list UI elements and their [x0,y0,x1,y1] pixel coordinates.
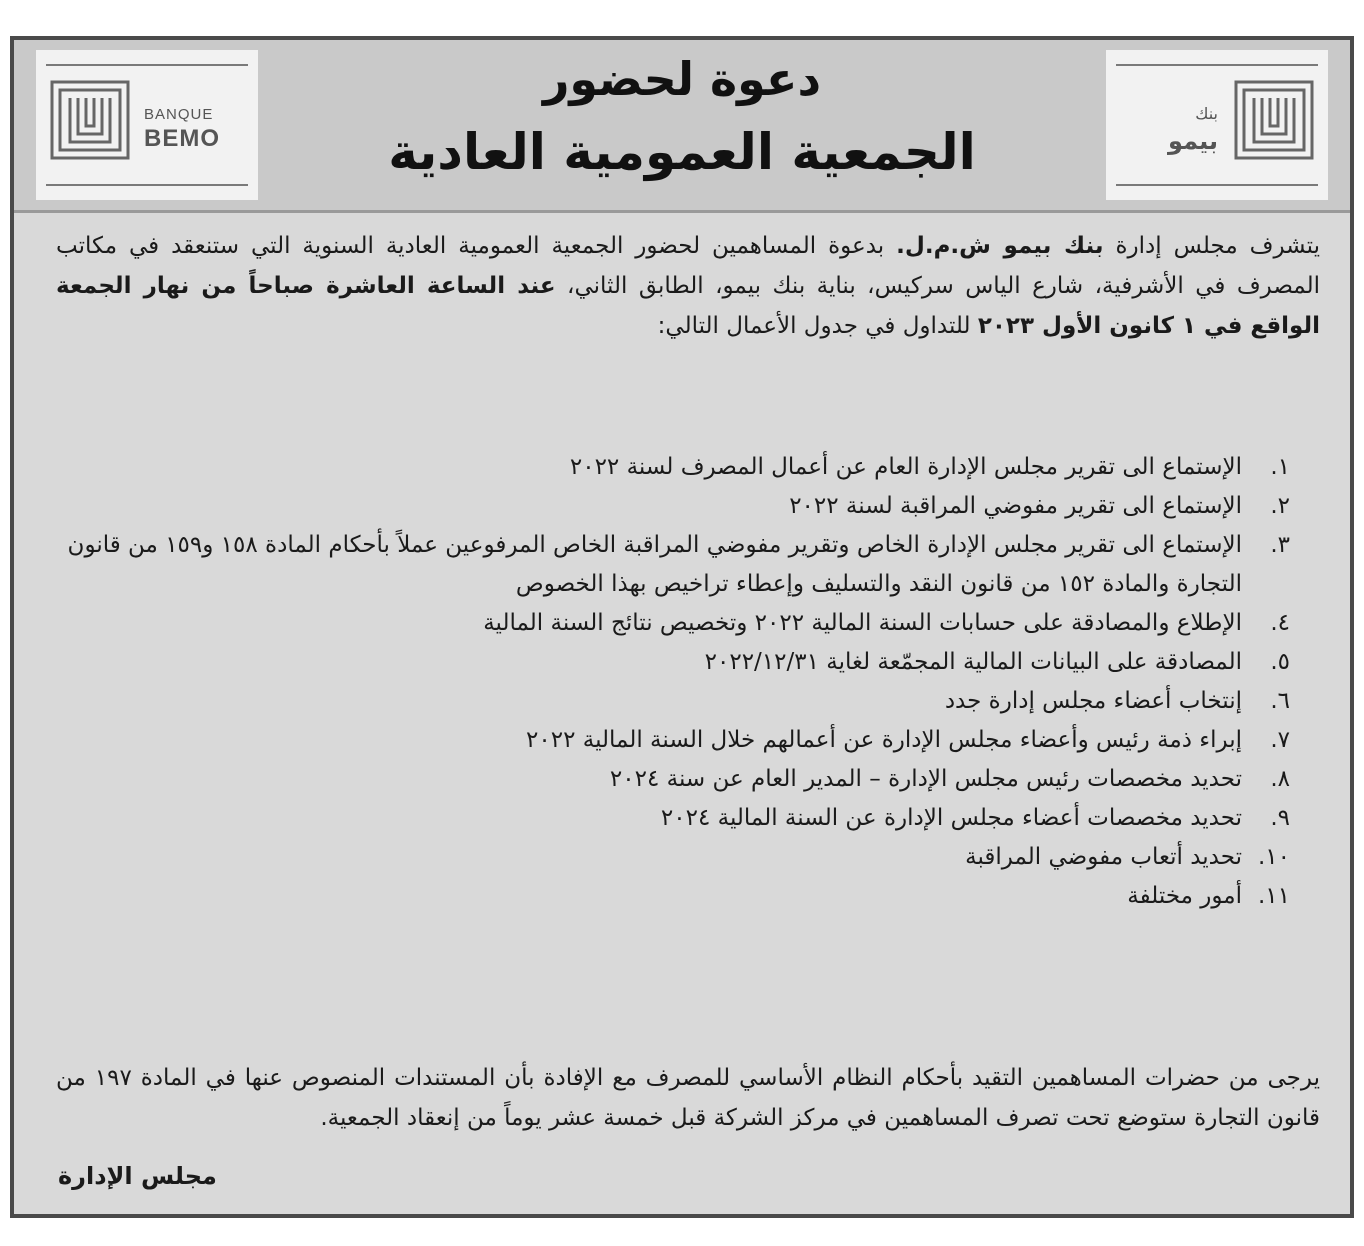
agenda-item [54,838,1290,877]
agenda-text: أمور مختلفة [1127,883,1242,909]
intro-part1: يتشرف مجلس إدارة [1103,233,1321,259]
agenda-number: ٥. [1270,649,1290,675]
agenda-number: ١٠. [1257,844,1290,870]
signature: مجلس الإدارة [58,1162,217,1190]
page-title [274,46,1090,192]
agenda-item [54,526,1290,604]
logo-latin [36,50,258,200]
agenda-text: الإستماع الى تقرير مفوضي المراقبة لسنة ٢٠٢٢ [789,493,1242,519]
agenda-item [54,643,1290,682]
agenda-item [54,604,1290,643]
logo-arabic-text [1122,104,1218,155]
logo-bottom-rule [46,184,248,186]
intro-part2: بدعوة المساهمين لحضور الجمعية العمومية العادية السنوية التي ستنعقد في مكاتب المصرف في الأشرفية، شارع الياس سركيس، بناية بنك بيمو، الطابق الثاني، [56,233,1321,299]
agenda-list [54,448,1290,916]
agenda-item [54,448,1290,487]
agenda-text: تحديد مخصصات رئيس مجلس الإدارة – المدير العام عن سنة ٢٠٢٤ [609,766,1242,792]
logo-arabic-line1: بنك [1195,104,1218,123]
logo-latin-text [144,106,248,153]
agenda-number: ٩. [1270,805,1290,831]
logo-latin-line1: BANQUE [144,106,214,123]
logo-bottom-rule [1116,184,1318,186]
logo-arabic-line2: بيمو [1168,127,1218,155]
agenda-item [54,487,1290,526]
title-line2: الجمعية العمومية العادية [388,123,976,181]
agenda-item [54,877,1290,916]
agenda-item [54,799,1290,838]
bank-emblem-icon [50,80,130,160]
closing-paragraph: يرجى من حضرات المساهمين التقيد بأحكام النظام الأساسي للمصرف مع الإفادة بأن المستندات المنصوص عنها في المادة ١٩٧ من قانون التجارة ستوضع تحت تصرف المساهمين في مركز الشركة قبل خمسة عشر يوماً من إنعقاد الجمعية. [56,1065,1320,1131]
logo-top-rule [46,64,248,66]
agenda-number: ١. [1270,454,1290,480]
logo-top-rule [1116,64,1318,66]
header-divider [14,210,1350,213]
agenda-item [54,682,1290,721]
intro-paragraph [56,226,1320,346]
agenda-text: تحديد أتعاب مفوضي المراقبة [965,844,1242,870]
agenda-item [54,721,1290,760]
agenda-number: ٣. [1270,532,1290,558]
agenda-item [54,760,1290,799]
title-line1: دعوة لحضور [542,52,822,106]
logo-arabic [1106,50,1328,200]
agenda-number: ١١. [1257,883,1290,909]
meeting-time: عند الساعة العاشرة صباحاً من نهار الجمعة الواقع في ١ كانون الأول ٢٠٢٣ [56,273,1320,339]
agenda-number: ٦. [1270,688,1290,714]
bank-emblem-icon [1234,80,1314,160]
logo-latin-line2: BEMO [144,125,220,152]
intro-part3: للتداول في جدول الأعمال التالي: [657,313,978,339]
agenda-text: الإستماع الى تقرير مجلس الإدارة العام عن أعمال المصرف لسنة ٢٠٢٢ [569,454,1242,480]
agenda-text: إنتخاب أعضاء مجلس إدارة جدد [944,688,1242,714]
agenda-number: ٢. [1270,493,1290,519]
agenda-text: تحديد مخصصات أعضاء مجلس الإدارة عن السنة المالية ٢٠٢٤ [660,805,1242,831]
agenda-text: الإستماع الى تقرير مجلس الإدارة الخاص وتقرير مفوضي المراقبة الخاص المرفوعين عملاً بأحكام المادة ١٥٨ و١٥٩ من قانون التجارة والمادة ١٥٢ من قانون النقد والتسليف وإعطاء تراخيص بهذا الخصوص [67,532,1242,597]
notice-frame [10,36,1354,1218]
agenda-text: إبراء ذمة رئيس وأعضاء مجلس الإدارة عن أعمالهم خلال السنة المالية ٢٠٢٢ [526,727,1242,753]
bank-name: بنك بيمو ش.م.ل. [896,233,1104,259]
notice-header [14,40,1350,210]
agenda-text: المصادقة على البيانات المالية المجمّعة لغاية ٢٠٢٢/١٢/٣١ [704,649,1242,675]
agenda-number: ٤. [1270,610,1290,636]
agenda-number: ٧. [1270,727,1290,753]
agenda-text: الإطلاع والمصادقة على حسابات السنة المالية ٢٠٢٢ وتخصيص نتائج السنة المالية [483,610,1242,636]
agenda-number: ٨. [1270,766,1290,792]
